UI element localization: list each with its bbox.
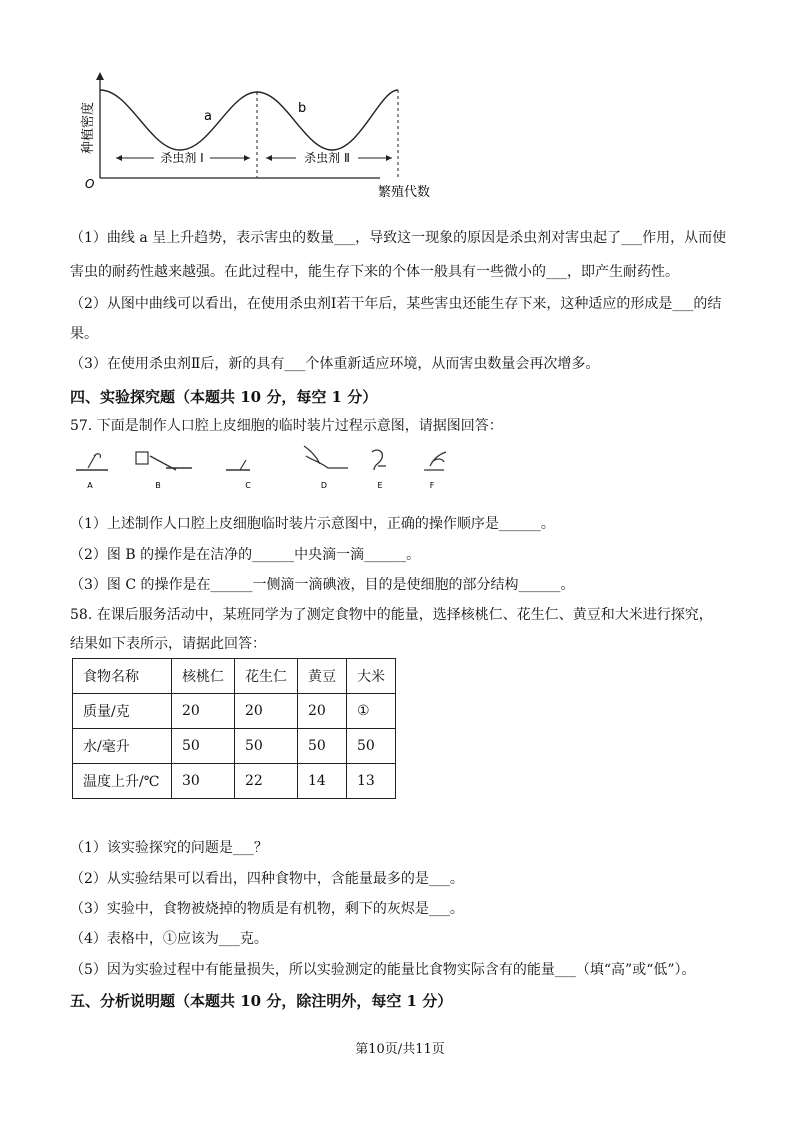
table-cell: 20 <box>235 694 298 729</box>
step-e-drawing <box>372 450 386 470</box>
q56-part3: （3）在使用杀虫剂Ⅱ后，新的具有___个体重新适应环境，从而害虫数量会再次增多。 <box>70 356 600 372</box>
pesticide-1-label: 杀虫剂 Ⅰ <box>160 151 204 165</box>
table-cell: 13 <box>347 764 396 799</box>
step-label-a: A <box>87 481 93 490</box>
table-cell: 温度上升/℃ <box>73 764 172 799</box>
pesticide-2-label: 杀虫剂 Ⅱ <box>304 151 350 165</box>
table-cell: 20 <box>298 694 347 729</box>
step-label-c: C <box>245 481 251 490</box>
table-cell: 黄豆 <box>298 659 347 694</box>
q58-part2: （2）从实验结果可以看出，四种食物中，含能量最多的是___。 <box>70 871 464 887</box>
q58-part1: （1）该实验探究的问题是___？ <box>70 840 268 856</box>
table-row <box>73 729 396 764</box>
step-label-b: B <box>155 481 161 490</box>
table-cell: 50 <box>235 729 298 764</box>
q56-part2-line1: （2）从图中曲线可以看出，在使用杀虫剂Ⅰ若干年后，某些害虫还能生存下来，这种适应的形成是___的结 <box>70 296 722 312</box>
table-cell: 质量/克 <box>73 694 172 729</box>
q57-stem: 57. 下面是制作人口腔上皮细胞的临时装片过程示意图，请据图回答： <box>70 418 503 434</box>
table-row <box>73 659 396 694</box>
page-number: 第10页/共11页 <box>355 1042 445 1057</box>
y-axis-arrow <box>96 72 104 80</box>
table-cell: 14 <box>298 764 347 799</box>
table-row <box>73 764 396 799</box>
q56-part1-line1: （1）曲线 a 呈上升趋势，表示害虫的数量___，导致这一现象的原因是杀虫剂对害虫起了___作用，从而使 <box>70 230 727 246</box>
table-cell: 22 <box>235 764 298 799</box>
q57-part2: （2）图 B 的操作是在洁净的______中央滴一滴______。 <box>70 547 421 563</box>
table-cell: 30 <box>172 764 235 799</box>
q58-stem-line2: 结果如下表所示，请据此回答： <box>70 636 266 652</box>
section-4-heading: 四、实验探究题（本题共 10 分，每空 1 分） <box>70 388 378 406</box>
table-cell: 50 <box>172 729 235 764</box>
q57-part1: （1）上述制作人口腔上皮细胞临时装片示意图中，正确的操作顺序是______。 <box>70 516 555 532</box>
step-f-drawing <box>424 452 446 470</box>
table-cell: 食物名称 <box>73 659 172 694</box>
table-row <box>73 694 396 729</box>
q56-part2-line2: 果。 <box>70 326 98 342</box>
curve-a-label: a <box>204 109 212 124</box>
food-energy-table <box>72 658 396 799</box>
q58-stem-line1: 58. 在课后服务活动中，某班同学为了测定食物中的能量，选择核桃仁、花生仁、黄豆和大米进行探究， <box>70 607 713 623</box>
y-axis-label: 种植密度 <box>81 101 96 155</box>
x-axis-label: 繁殖代数 <box>378 185 431 200</box>
step-label-d: D <box>320 481 328 490</box>
table-cell: ① <box>347 694 396 729</box>
step-a-drawing <box>76 454 108 470</box>
pest-density-graph <box>80 70 450 202</box>
q56-part1-line2: 害虫的耐药性越来越强。在此过程中，能生存下来的个体一般具有一些微小的___，即产生耐药性。 <box>70 264 679 280</box>
table-cell: 50 <box>298 729 347 764</box>
table-cell: 大米 <box>347 659 396 694</box>
step-label-f: F <box>429 481 435 490</box>
table-cell: 水/毫升 <box>73 729 172 764</box>
slide-procedure-figure <box>70 442 460 492</box>
step-b-drawing <box>136 452 192 470</box>
table-cell: 20 <box>172 694 235 729</box>
curve-b-label: b <box>298 101 307 116</box>
q58-part5: （5）因为实验过程中有能量损失，所以实验测定的能量比食物实际含有的能量___（填“高”或“低”）。 <box>70 962 696 978</box>
q57-part3: （3）图 C 的操作是在______一侧滴一滴碘液，目的是使细胞的部分结构______。 <box>70 577 575 593</box>
q58-part4: （4）表格中，①应该为___克。 <box>70 931 268 947</box>
table-cell: 花生仁 <box>235 659 298 694</box>
table-cell: 50 <box>347 729 396 764</box>
section-5-heading: 五、分析说明题（本题共 10 分，除注明外，每空 1 分） <box>70 992 453 1010</box>
origin-label: O <box>85 177 95 191</box>
step-c-drawing <box>226 460 250 470</box>
density-curve <box>100 90 398 150</box>
q58-part3: （3）实验中，食物被烧掉的物质是有机物，剩下的灰烬是___。 <box>70 901 464 917</box>
step-label-e: E <box>377 481 383 490</box>
table-cell: 核桃仁 <box>172 659 235 694</box>
step-d-drawing <box>304 446 348 468</box>
